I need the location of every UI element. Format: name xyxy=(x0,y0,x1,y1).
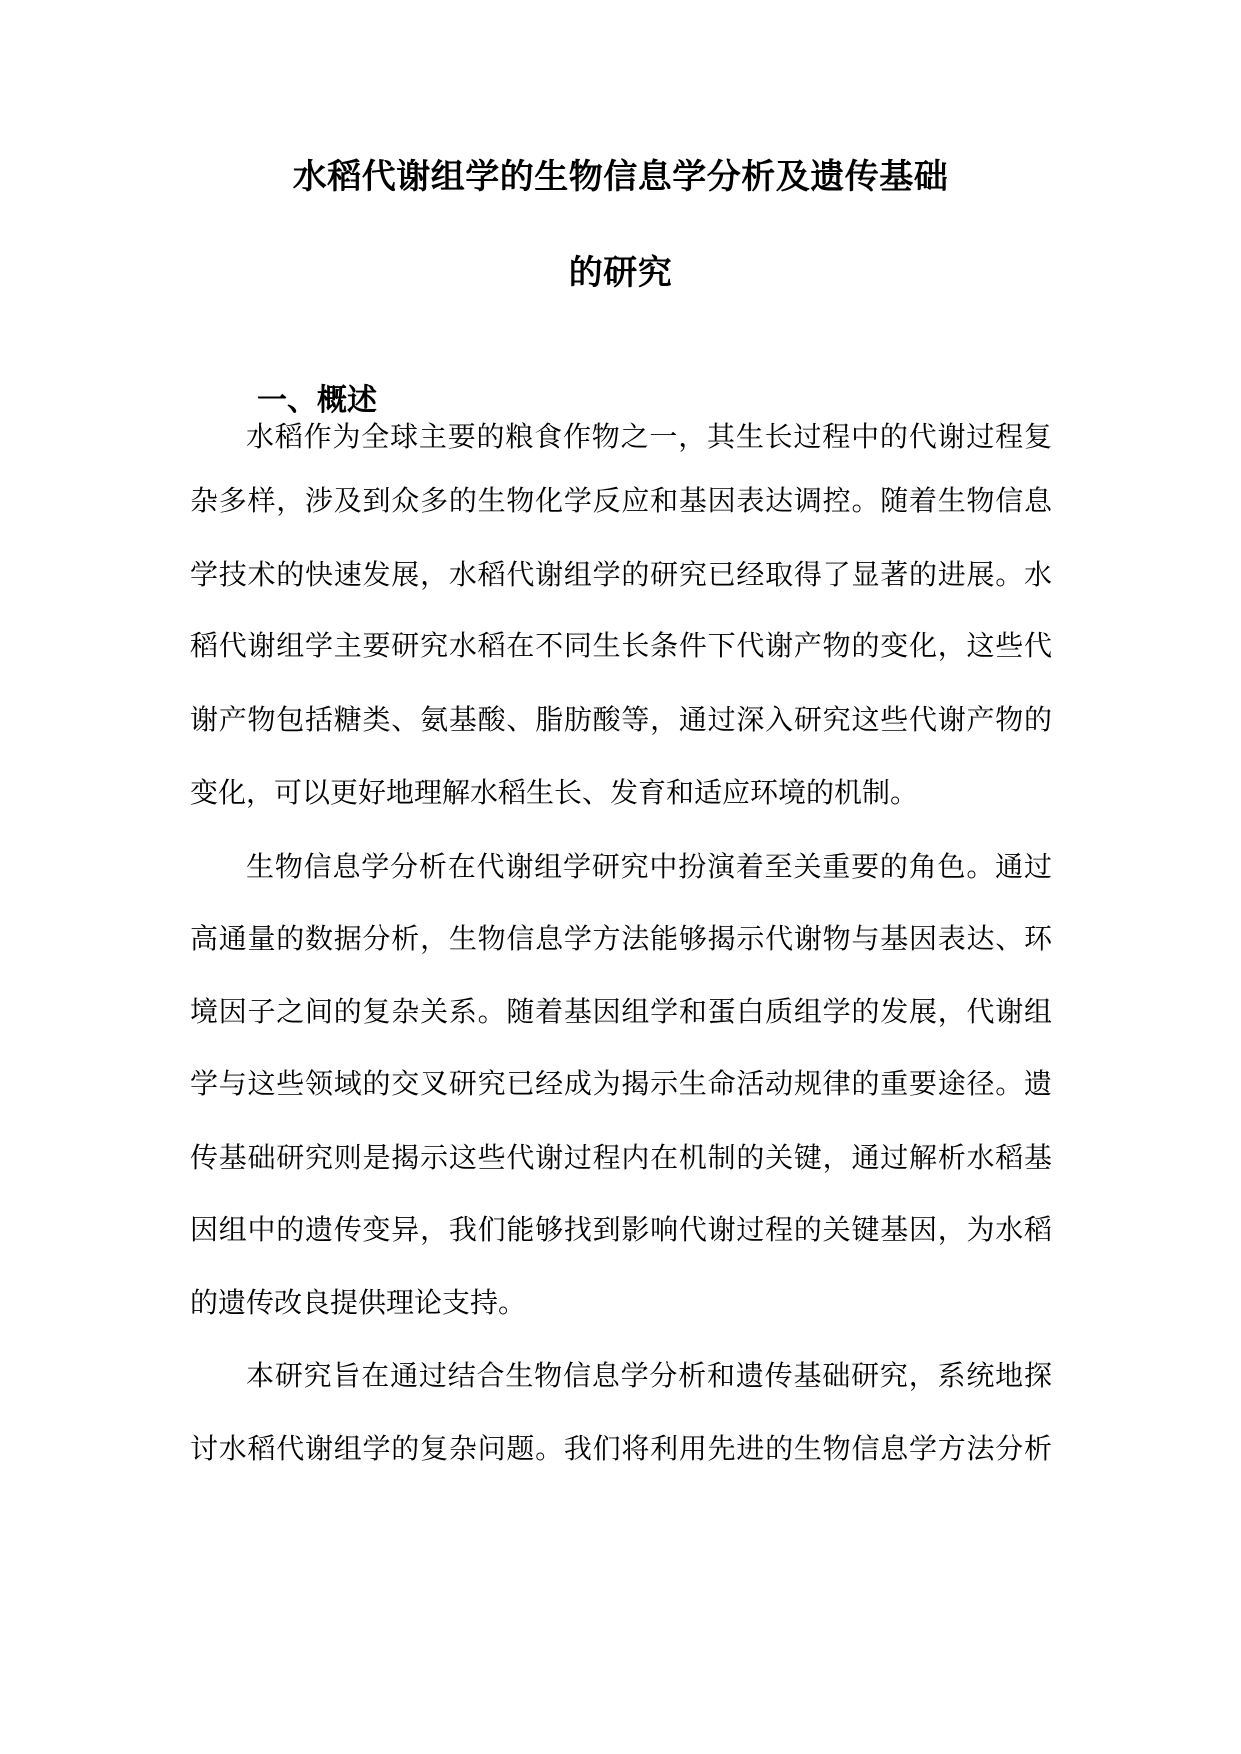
paragraph-2-line-5: 传基础研究则是揭示这些代谢过程内在机制的关键，通过解析水稻基 xyxy=(190,1141,1052,1174)
paragraph-2-line-7: 的遗传改良提供理论支持。 xyxy=(190,1286,527,1319)
paragraph-2-line-3: 境因子之间的复杂关系。随着基因组学和蛋白质组学的发展，代谢组 xyxy=(190,995,1052,1028)
section-heading: 一、概述 xyxy=(257,383,377,418)
paragraph-3-line-1: 本研究旨在通过结合生物信息学分析和遗传基础研究，系统地探 xyxy=(246,1359,1052,1392)
paragraph-2-line-2: 高通量的数据分析，生物信息学方法能够揭示代谢物与基因表达、环 xyxy=(190,922,1052,955)
paragraph-1-line-1: 水稻作为全球主要的粮食作物之一，其生长过程中的代谢过程复 xyxy=(246,420,1052,453)
document-title-line-1: 水稻代谢组学的生物信息学分析及遗传基础 xyxy=(292,157,949,197)
paragraph-1-line-2: 杂多样，涉及到众多的生物化学反应和基因表达调控。随着生物信息 xyxy=(190,484,1052,517)
paragraph-1-line-5: 谢产物包括糖类、氨基酸、脂肪酸等，通过深入研究这些代谢产物的 xyxy=(190,703,1052,736)
paragraph-1-line-3: 学技术的快速发展，水稻代谢组学的研究已经取得了显著的进展。水 xyxy=(190,558,1052,591)
paragraph-1-line-6: 变化，可以更好地理解水稻生长、发育和适应环境的机制。 xyxy=(190,776,919,809)
paragraph-3-line-2: 讨水稻代谢组学的复杂问题。我们将利用先进的生物信息学方法分析 xyxy=(190,1432,1052,1465)
paragraph-1-line-4: 稻代谢组学主要研究水稻在不同生长条件下代谢产物的变化，这些代 xyxy=(190,629,1052,662)
paragraph-2-line-1: 生物信息学分析在代谢组学研究中扮演着至关重要的角色。通过 xyxy=(246,850,1052,883)
paragraph-2-line-6: 因组中的遗传变异，我们能够找到影响代谢过程的关键基因，为水稻 xyxy=(190,1213,1052,1246)
paragraph-2-line-4: 学与这些领域的交叉研究已经成为揭示生命活动规律的重要途径。遗 xyxy=(190,1067,1052,1100)
document-title-line-2: 的研究 xyxy=(568,253,673,293)
